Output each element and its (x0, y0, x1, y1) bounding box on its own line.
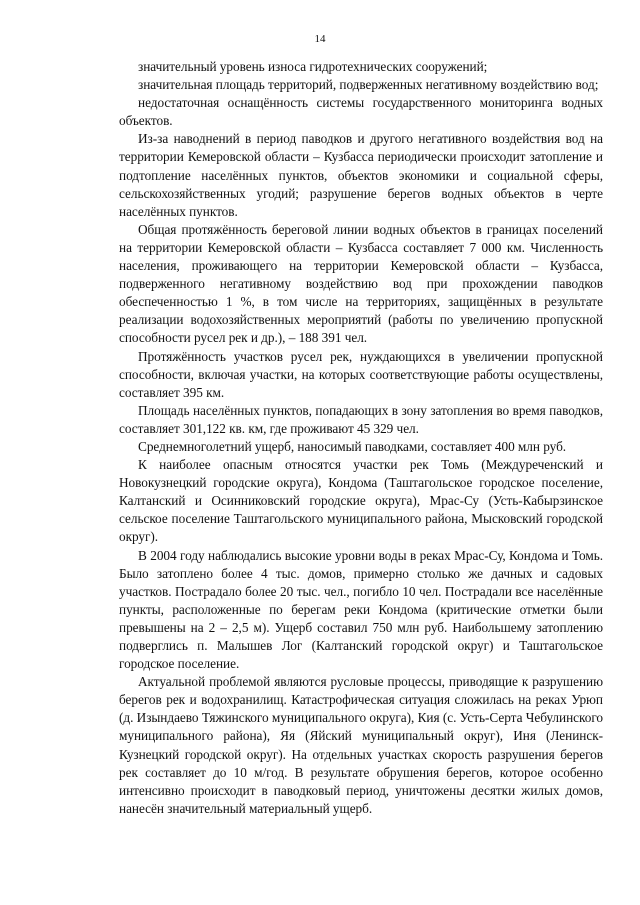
page-number: 14 (314, 33, 326, 45)
paragraph-7: Площадь населённых пунктов, попадающих в зону затопления во время паводков, составляет 301,122 кв. км, где проживают 45 329 чел. (119, 402, 603, 436)
paragraph-4: Из-за наводнений в период паводков и другого негативного воздействия вод на территории Кемеровской области – Кузбасса периодически происходит затопление и подтопление населённых пунктов, объектов экономики и социальной сферы, сельскохозяйственных угодий; разрушение берегов водных объектов в черте населённых пунктов. (119, 131, 603, 219)
paragraph-10: В 2004 году наблюдались высокие уровни воды в реках Мрас-Су, Кондома и Томь. Было затоплено более 4 тыс. домов, примерно столько же дачных и садовых участков. Пострадало более 20 тыс. чел., погибло 10 чел. Пострадали все населённые пункты, расположенные по берегам реки Кондома (критические отметки были превышены на 2 – 2,5 м). Ущерб составил 750 млн руб. Наибольшему затоплению подверглись п. Малышев Лог (Калтанский городской округ) и Таштагольское городское поселение. (119, 547, 603, 672)
paragraph-5: Общая протяжённость береговой линии водных объектов в границах поселений на территории Кемеровской области – Кузбасса составляет 7 000 км. Численность населения, проживающего на территории Кемеровской области – Кузбасса, подверженного негативному воздействию вод при прохождении паводков обеспеченностью 1 %, в том числе на территориях, защищённых в результате реализации водохозяйственных мероприятий (работы по увеличению пропускной способности русел рек и др.), – 188 391 чел. (119, 221, 603, 346)
paragraph-3: недостаточная оснащённость системы государственного мониторинга водных объектов. (119, 95, 603, 129)
paragraph-6: Протяжённость участков русел рек, нуждающихся в увеличении пропускной способности, включая участки, на которых соответствующие работы осуществлены, составляет 395 км. (119, 348, 603, 400)
paragraph-9: К наиболее опасным относятся участки рек Томь (Междуреченский и Новокузнецкий городские округа), Кондома (Таштагольское городское поселение, Калтанский и Осинниковский городские округа), Мрас-Су (Усть-Кабырзинское сельское поселение Таштагольского муниципального района, Мысковский городской округ). (119, 457, 603, 545)
body-text (119, 58, 603, 818)
paragraph-8: Среднемноголетний ущерб, наносимый паводками, составляет 400 млн руб. (138, 438, 567, 454)
paragraph-11: Актуальной проблемой являются русловые процессы, приводящие к разрушению берегов рек и водохранилищ. Катастрофическая ситуация сложилась на реках Урюп (д. Изындаево Тяжинского муниципального округа), Кия (с. Усть-Серта Чебулинского муниципального района), Яя (Яйский муниципальный округ), Иня (Ленинск-Кузнецкий городской округ). На отдельных участках скорость разрушения берегов рек составляет до 10 м/год. В результате обрушения берегов, которое особенно интенсивно происходит в паводковый период, уничтожены десятки жилых домов, нанесён значительный материальный ущерб. (119, 674, 603, 816)
paragraph-2: значительная площадь территорий, подверженных негативному воздействию вод; (138, 77, 599, 93)
paragraph-1: значительный уровень износа гидротехнических сооружений; (138, 59, 488, 74)
